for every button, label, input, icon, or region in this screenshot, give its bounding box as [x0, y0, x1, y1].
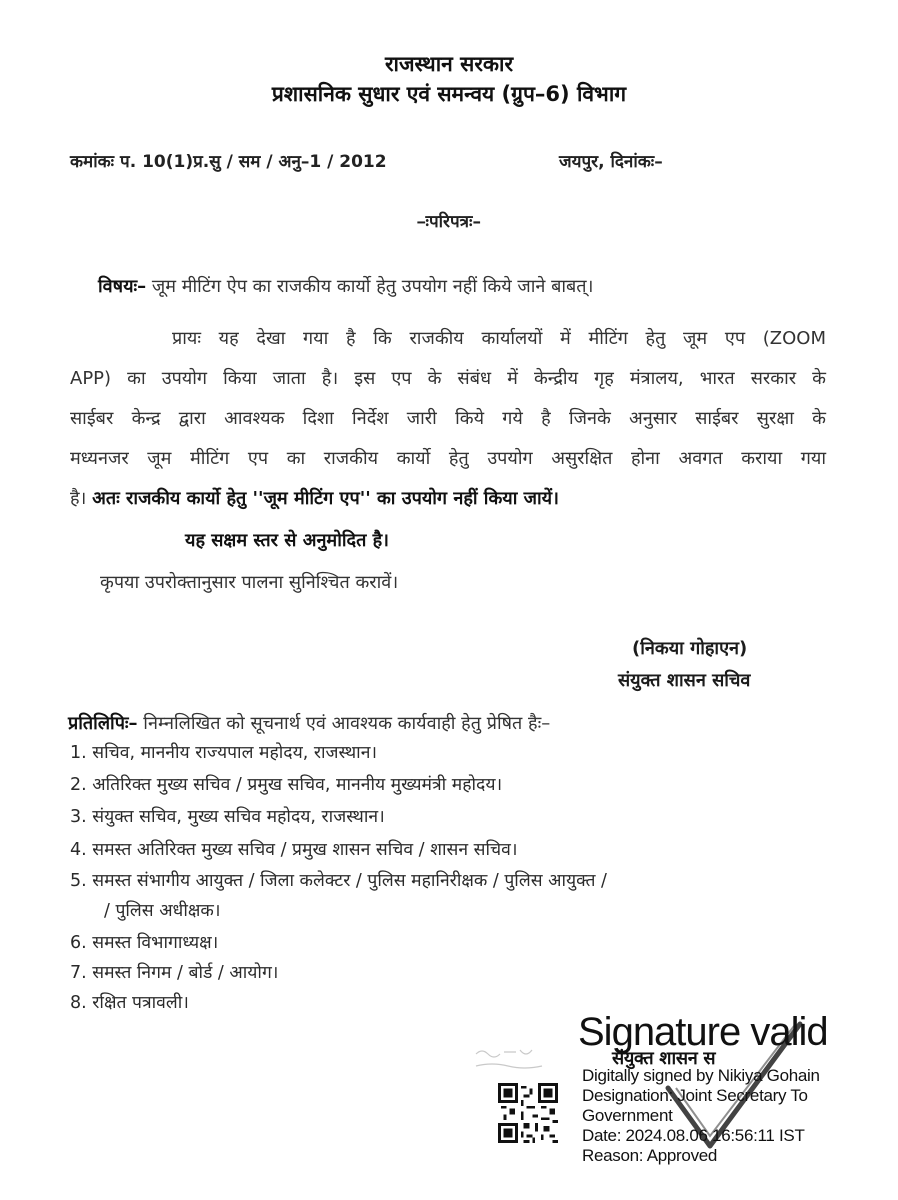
subject-text: जूम मीटिंग ऐप का राजकीय कार्यो हेतु उपयोग नहीं किये जाने बाबत्।: [151, 276, 594, 297]
signature-stamp-text: संयुक्त शासन स: [612, 1048, 716, 1069]
signature-date: Date: 2024.08.06 16:56:11 IST: [582, 1126, 805, 1145]
digital-signature: [578, 1010, 868, 1170]
signed-by: Digitally signed by Nikiya Gohain: [582, 1066, 820, 1085]
department-name: प्रशासनिक सुधार एवं समन्वय (ग्रुप–6) विभाग: [271, 82, 627, 106]
paragraph-line-5: [70, 486, 559, 510]
reference-number: कमांकः प. 10(1)प्र.सु / सम / अनु–1 / 2012: [70, 152, 387, 172]
signature-status: Signature valid: [578, 1010, 828, 1054]
subject-line: [98, 274, 593, 298]
signature-reason: Reason: Approved: [582, 1146, 718, 1165]
directive-text: अतः राजकीय कार्यो हेतु ''जूम मीटिंग एप'' का उपयोग नहीं किया जायें।: [92, 488, 559, 509]
government-name: राजस्थान सरकार: [384, 52, 514, 76]
compliance-request: कृपया उपरोक्तानुसार पालना सुनिश्चित करावें।: [100, 572, 399, 593]
signatory-designation: संयुक्त शासन सचिव: [618, 670, 751, 691]
copy-item: 8. रक्षित पत्रावली।: [70, 993, 189, 1013]
subject-label: विषयः–: [98, 276, 147, 297]
copy-to-line: [68, 711, 550, 735]
place-date: जयपुर, दिनांकः–: [559, 152, 663, 172]
copy-item: 6. समस्त विभागाध्यक्ष।: [70, 933, 219, 953]
paragraph-line-4: मध्यनजर जूम मीटिंग एप का राजकीय कार्यो हेतु उपयोग असुरक्षित होना अवगत कराया गया: [70, 448, 826, 469]
approval-note: यह सक्षम स्तर से अनुमोदित है।: [185, 530, 389, 551]
signatory-name: (निकया गोहाएन): [632, 638, 748, 659]
faint-stamp-scribble: [472, 1044, 552, 1074]
paragraph-line-2: APP) का उपयोग किया जाता है। इस एप के संबंध में केन्द्रीय गृह मंत्रालय, भारत सरकार के: [70, 368, 826, 389]
paragraph-line-5-start: है।: [70, 488, 87, 509]
paragraph-line-3: साईबर केन्द्र द्वारा आवश्यक दिशा निर्देश जारी किये गये है जिनके अनुसार साईबर सुरक्षा के: [70, 408, 826, 429]
copy-item: 7. समस्त निगम / बोर्ड / आयोग।: [70, 963, 279, 983]
copy-item: 2. अतिरिक्त मुख्य सचिव / प्रमुख सचिव, माननीय मुख्यमंत्री महोदय।: [70, 775, 503, 795]
copy-item: 5. समस्त संभागीय आयुक्त / जिला कलेक्टर / पुलिस महानिरीक्षक / पुलिस आयुक्त /: [70, 871, 607, 891]
signer-designation-cont: Government: [582, 1106, 673, 1125]
qr-code: [498, 1082, 558, 1144]
document-type: –ःपरिपत्रः–: [417, 212, 481, 232]
signer-designation: Designation: Joint Secretary To: [582, 1086, 808, 1105]
copy-label: प्रतिलिपिः–: [68, 713, 138, 734]
copy-intro: निम्नलिखित को सूचनार्थ एवं आवश्यक कार्यवाही हेतु प्रेषित हैः–: [143, 713, 551, 734]
copy-item: 1. सचिव, माननीय राज्यपाल महोदय, राजस्थान।: [70, 743, 378, 763]
copy-item: 4. समस्त अतिरिक्त मुख्य सचिव / प्रमुख शासन सचिव / शासन सचिव।: [70, 840, 518, 860]
paragraph-line-1: प्रायः यह देखा गया है कि राजकीय कार्यालयों में मीटिंग हेतु जूम एप (ZOOM: [172, 328, 826, 349]
copy-item: / पुलिस अधीक्षक।: [104, 901, 221, 921]
copy-item: 3. संयुक्त सचिव, मुख्य सचिव महोदय, राजस्थान।: [70, 807, 385, 827]
